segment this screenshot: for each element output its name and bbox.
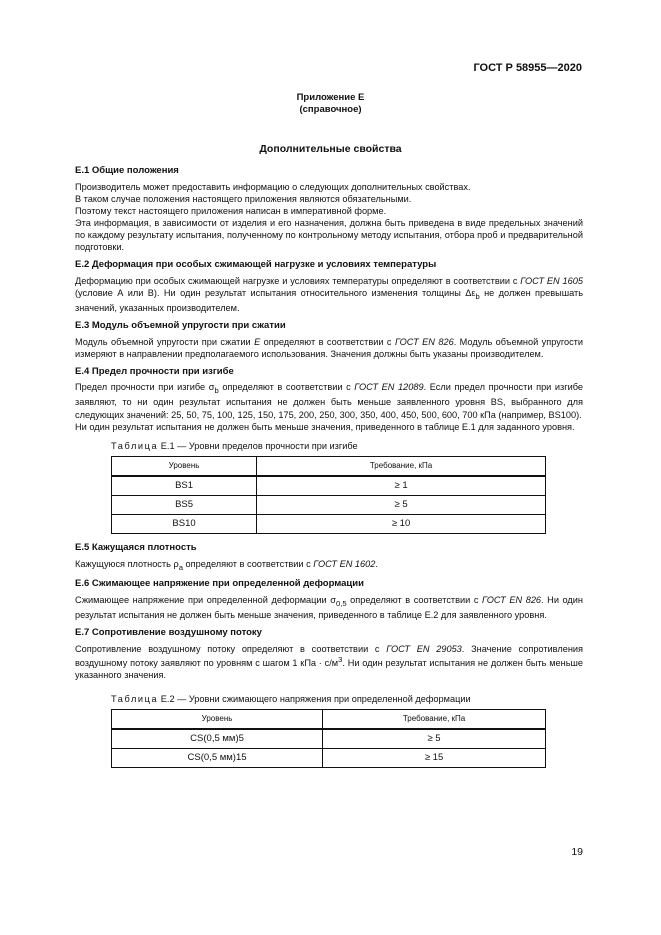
standard-reference: ГОСТ EN 826	[482, 595, 542, 606]
paragraph: Эта информация, в зависимости от изделия и его назначения, должна быть приведена в виде предельных значений по каждому результату испытания, полученному по контрольному методу испытания, отбора проб и предварительной подготовки.	[75, 217, 583, 253]
section-e7	[75, 627, 583, 681]
section-title: Е.4 Предел прочности при изгибе	[75, 365, 234, 377]
section-title: Е.6 Сжимающее напряжение при определенной деформации	[75, 578, 364, 590]
paragraph: Производитель может предоставить информацию о следующих дополнительных свойствах.	[75, 181, 471, 192]
standard-reference: ГОСТ EN 1602	[313, 558, 376, 569]
section-e6	[75, 578, 583, 621]
table-row: CS(0,5 мм)15 ≥ 15	[112, 749, 546, 768]
section-title: Е.1 Общие положения	[75, 165, 179, 176]
paragraph: Ни один результат испытания не должен быть меньше значения, приведенного в таблице Е.1 для заданного уровня.	[75, 421, 575, 432]
column-header: Требование, кПа	[323, 710, 546, 730]
table-e1	[111, 456, 546, 534]
column-header: Требование, кПа	[257, 457, 546, 477]
section-title: Е.2 Деформация при особых сжимающей нагрузке и условиях температуры	[75, 259, 437, 271]
section-e2	[75, 259, 583, 314]
annex-status: (справочное)	[299, 103, 362, 115]
table-row: BS10 ≥ 10	[112, 515, 546, 534]
table2-caption: Таблица Е.2 — Уровни сжимающего напряжения при определенной деформации	[111, 694, 471, 705]
annex-title: Дополнительные свойства	[259, 143, 402, 155]
table-row: BS1 ≥ 1	[112, 476, 546, 496]
section-e3	[75, 320, 583, 360]
table1-caption: Таблица Е.1 — Уровни пределов прочности при изгибе	[111, 440, 358, 451]
annex-content	[75, 165, 583, 768]
table-row: CS(0,5 мм)5 ≥ 5	[112, 729, 546, 749]
annex-heading	[0, 92, 661, 116]
standard-number: ГОСТ Р 58955—2020	[473, 62, 582, 74]
paragraph: Сжимающее напряжение при определенной деформации $\sigma_{0,5}$ определяют в соответствии с ГОСТ EN 826. Ни один результат испытания не должен быть меньше значения, приведенного в таблице Е.2 для заявленного уровня.	[75, 595, 583, 620]
page-number: 19	[571, 846, 583, 858]
standard-reference: ГОСТ EN 1605	[520, 275, 583, 286]
section-title: Е.3 Модуль объемной упругости при сжатии	[75, 320, 286, 332]
annex-label: Приложение Е	[296, 92, 365, 103]
column-header: Уровень	[112, 457, 257, 477]
table-e2	[111, 709, 546, 768]
paragraph: Модуль объемной упругости при сжатии Е определяют в соответствии с ГОСТ EN 826. Модуль объемной упругости измеряют в направлении предполагаемого использования. Значения должны быть указаны производителем.	[75, 336, 584, 359]
paragraph: В таком случае положения настоящего приложения являются обязательными.	[75, 193, 412, 204]
standard-reference: ГОСТ EN 29053	[386, 643, 462, 654]
section-title: Е.5 Кажущаяся плотность	[75, 542, 197, 553]
standard-reference: ГОСТ EN 826	[394, 336, 454, 347]
section-title: Е.7 Сопротивление воздушному потоку	[75, 627, 262, 639]
paragraph: Деформацию при особых сжимающей нагрузке и условиях температуры определяют в соответствии с ГОСТ EN 1605 (условие А или В). Ни один результат испытания относительного изменения толщины $\Delta\varepsilon_b$ не должен превышать значений, указанных производителем.	[75, 275, 583, 313]
paragraph: Предел прочности при изгибе $\sigma_b$ определяют в соответствии с ГОСТ EN 12089. Если предел прочности при изгибе заявляют, то ни один результат испытания не должен быть меньше заявленного уровня BS, выбранного для следующих значений: 25, 50, 75, 100, 125, 150, 175, 200, 250, 300, 350, 400, 450, 500, 600, 700 кПа (например, BS100).	[75, 382, 584, 420]
column-header: Уровень	[112, 710, 323, 730]
table-row: BS5 ≥ 5	[112, 496, 546, 515]
paragraph: Сопротивление воздушному потоку определяют в соответствии с ГОСТ EN 29053. Значение сопротивления воздушному потоку заявляют по уровням с шагом 1 кПа · $с/м^3$. Ни один результат испытания не должен быть меньше указанного значения.	[75, 643, 583, 680]
paragraph: Поэтому текст настоящего приложения написан в императивной форме.	[75, 205, 387, 216]
standard-reference: ГОСТ EN 12089	[354, 382, 424, 393]
section-e4	[75, 366, 583, 433]
section-e1	[75, 165, 583, 253]
section-e5	[75, 542, 583, 572]
paragraph: Кажущуюся плотность $\rho_a$ определяют в соответствии с ГОСТ EN 1602.	[75, 558, 378, 572]
